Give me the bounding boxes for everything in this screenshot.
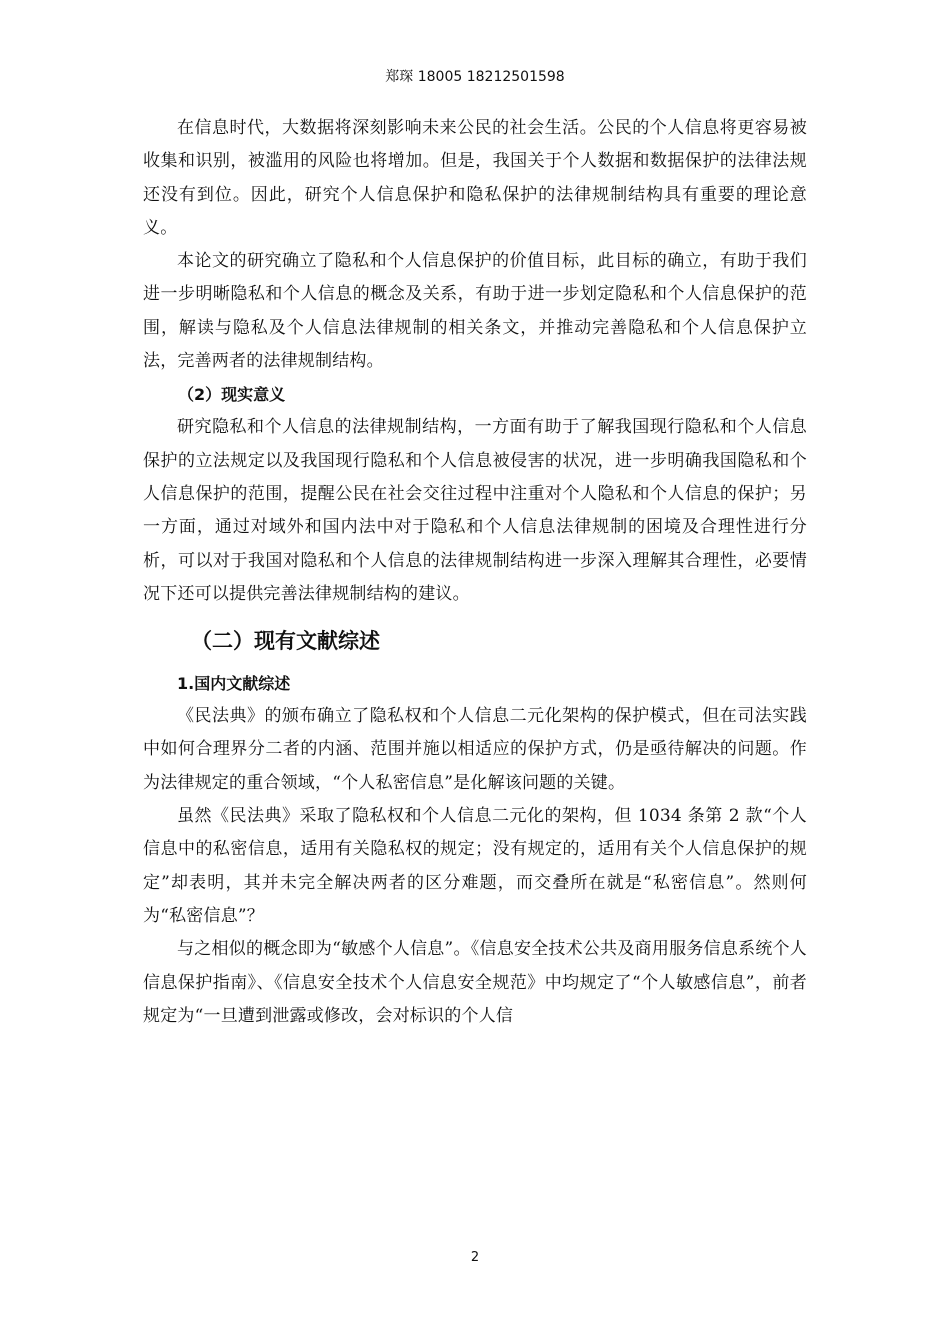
page-header: 郑琛 18005 18212501598 [385,69,565,85]
heading-practical-significance: （2）现实意义 [178,385,286,405]
heading-literature-review: （二）现有文献综述 [191,629,380,654]
paragraph-practical: 研究隐私和个人信息的法律规制结构，一方面有助于了解我国现行隐私和个人信息保护的立法规定以及我国现行隐私和个人信息被侵害的状况，进一步明确我国隐私和个人信息保护的范围，提醒公民在社会交往过程中注重对个人隐私和个人信息的保护；另一方面，通过对域外和国内法中对于隐私和个人信息法律规制的困境及合理性进行分析，可以对于我国对隐私和个人信息的法律规制结构进一步深入理解其合理性，必要情况下还可以提供完善法律规制结构的建议。 [143,417,807,604]
heading-domestic-literature: 1.国内文献综述 [177,674,291,694]
paragraph-review-3: 与之相似的概念即为“敏感个人信息”。《信息安全技术公共及商用服务信息系统个人信息保护指南》、《信息安全技术个人信息安全规范》中均规定了“个人敏感信息”，前者规定为“一旦遭到泄露或修改，会对标识的个人信 [143,939,807,1026]
paragraph-theory-2: 本论文的研究确立了隐私和个人信息保护的价值目标，此目标的确立，有助于我们进一步明晰隐私和个人信息的概念及关系，有助于进一步划定隐私和个人信息保护的范围，解读与隐私及个人信息法律规制的相关条文，并推动完善隐私和个人信息保护立法，完善两者的法律规制结构。 [143,251,807,372]
paragraph-theory-1: 在信息时代，大数据将深刻影响未来公民的社会生活。公民的个人信息将更容易被收集和识别，被滥用的风险也将增加。但是，我国关于个人数据和数据保护的法律法规还没有到位。因此，研究个人信息保护和隐私保护的法律规制结构具有重要的理论意义。 [143,118,807,238]
page-number: 2 [470,1250,480,1265]
paragraph-review-2: 虽然《民法典》采取了隐私权和个人信息二元化的架构，但 1034 条第 2 款“个人信息中的私密信息，适用有关隐私权的规定；没有规定的，适用有关个人信息保护的规定”却表明，其并未完全解决两者的区分难题，而交叠所在就是“私密信息”。然则何为“私密信息”？ [143,806,807,926]
paragraph-review-1: 《民法典》的颁布确立了隐私权和个人信息二元化架构的保护模式，但在司法实践中如何合理界分二者的内涵、范围并施以相适应的保护方式，仍是亟待解决的问题。作为法律规定的重合领域，“个人私密信息”是化解该问题的关键。 [143,706,807,793]
document-body [143,112,807,1033]
